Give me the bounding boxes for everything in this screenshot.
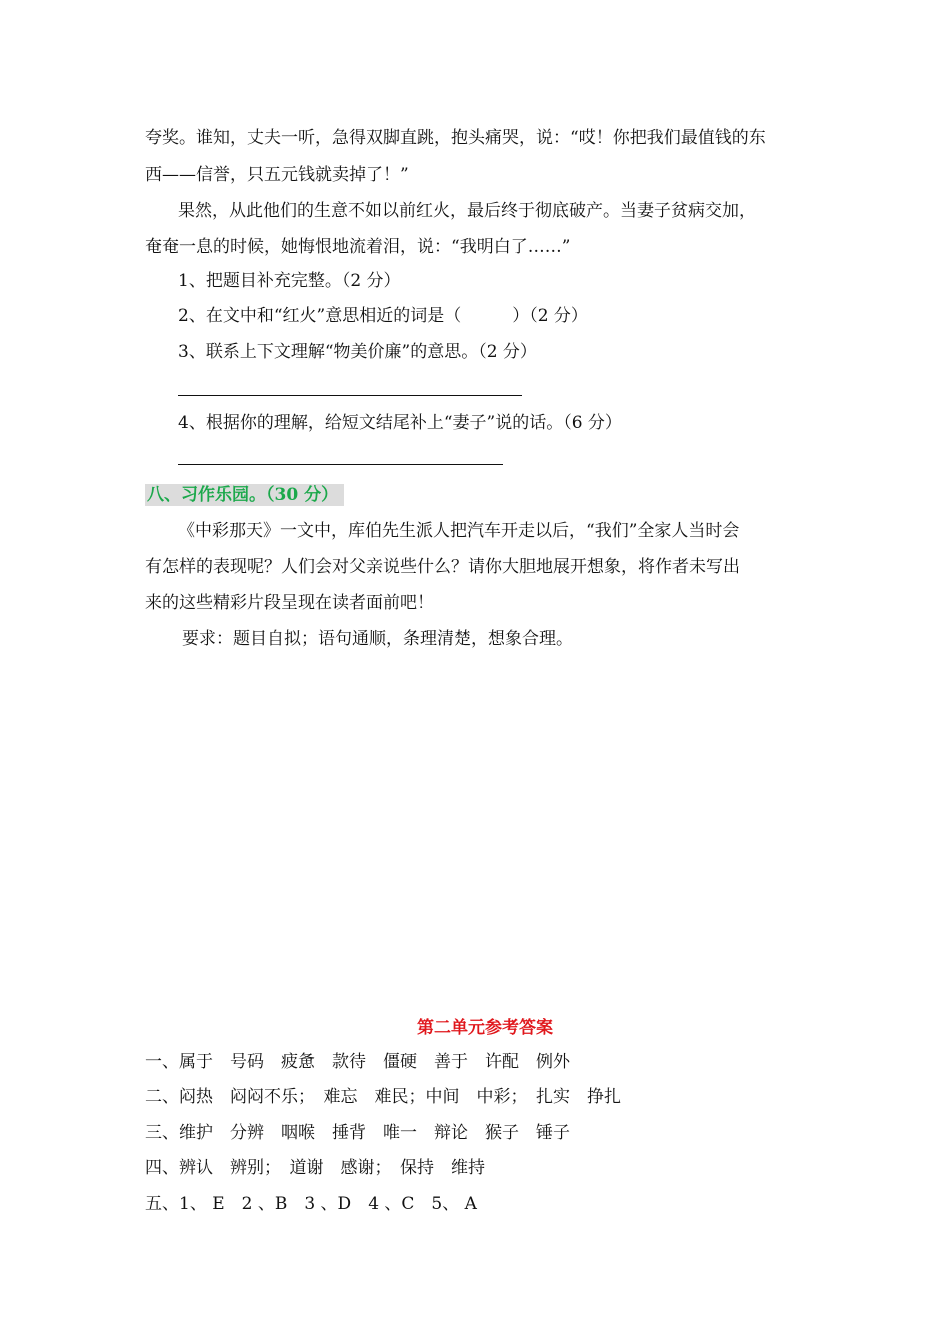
answer-line-5: 五、1、 E 2 、B 3 、D 4 、C 5、 A — [145, 1194, 477, 1214]
question-3: 3、联系上下文理解“物美价廉”的意思。（2 分） — [178, 342, 537, 362]
question-2: 2、在文中和“红火”意思相近的词是（ ）（2 分） — [178, 306, 588, 326]
story-paragraph-2-line-2: 奄奄一息的时候，她悔恨地流着泪，说：“我明白了……” — [145, 237, 571, 257]
answer-line-4: 四、辨认 辨别； 道谢 感谢； 保持 维持 — [145, 1158, 485, 1178]
answer-blank-line-4 — [178, 464, 503, 465]
question-1: 1、把题目补充完整。（2 分） — [178, 271, 401, 291]
story-paragraph-1-line-2: 西——信誉，只五元钱就卖掉了！” — [145, 165, 409, 185]
answer-key-title: 第二单元参考答案 — [417, 1018, 553, 1038]
section-8-heading: 八、习作乐园。（30 分） — [145, 484, 344, 506]
answer-blank-line-3 — [178, 395, 522, 396]
section-8-requirement: 要求：题目自拟；语句通顺，条理清楚，想象合理。 — [182, 629, 573, 649]
section-8-paragraph-line-3: 来的这些精彩片段呈现在读者面前吧！ — [145, 593, 434, 613]
story-paragraph-1-line-1: 夸奖。谁知，丈夫一听，急得双脚直跳，抱头痛哭，说：“哎！你把我们最值钱的东 — [145, 128, 766, 148]
story-paragraph-2-line-1: 果然，从此他们的生意不如以前红火，最后终于彻底破产。当妻子贫病交加， — [178, 201, 756, 221]
question-4: 4、根据你的理解，给短文结尾补上“妻子”说的话。（6 分） — [178, 413, 622, 433]
section-8-paragraph-line-1: 《中彩那天》一文中，库伯先生派人把汽车开走以后，“我们”全家人当时会 — [178, 521, 740, 541]
answer-line-1: 一、属于 号码 疲惫 款待 僵硬 善于 许配 例外 — [145, 1052, 570, 1072]
answer-line-2: 二、闷热 闷闷不乐； 难忘 难民；中间 中彩； 扎实 挣扎 — [145, 1087, 621, 1107]
answer-line-3: 三、维护 分辨 咽喉 捶背 唯一 辩论 猴子 锤子 — [145, 1123, 570, 1143]
section-8-paragraph-line-2: 有怎样的表现呢？人们会对父亲说些什么？请你大胆地展开想象，将作者未写出 — [145, 557, 740, 577]
